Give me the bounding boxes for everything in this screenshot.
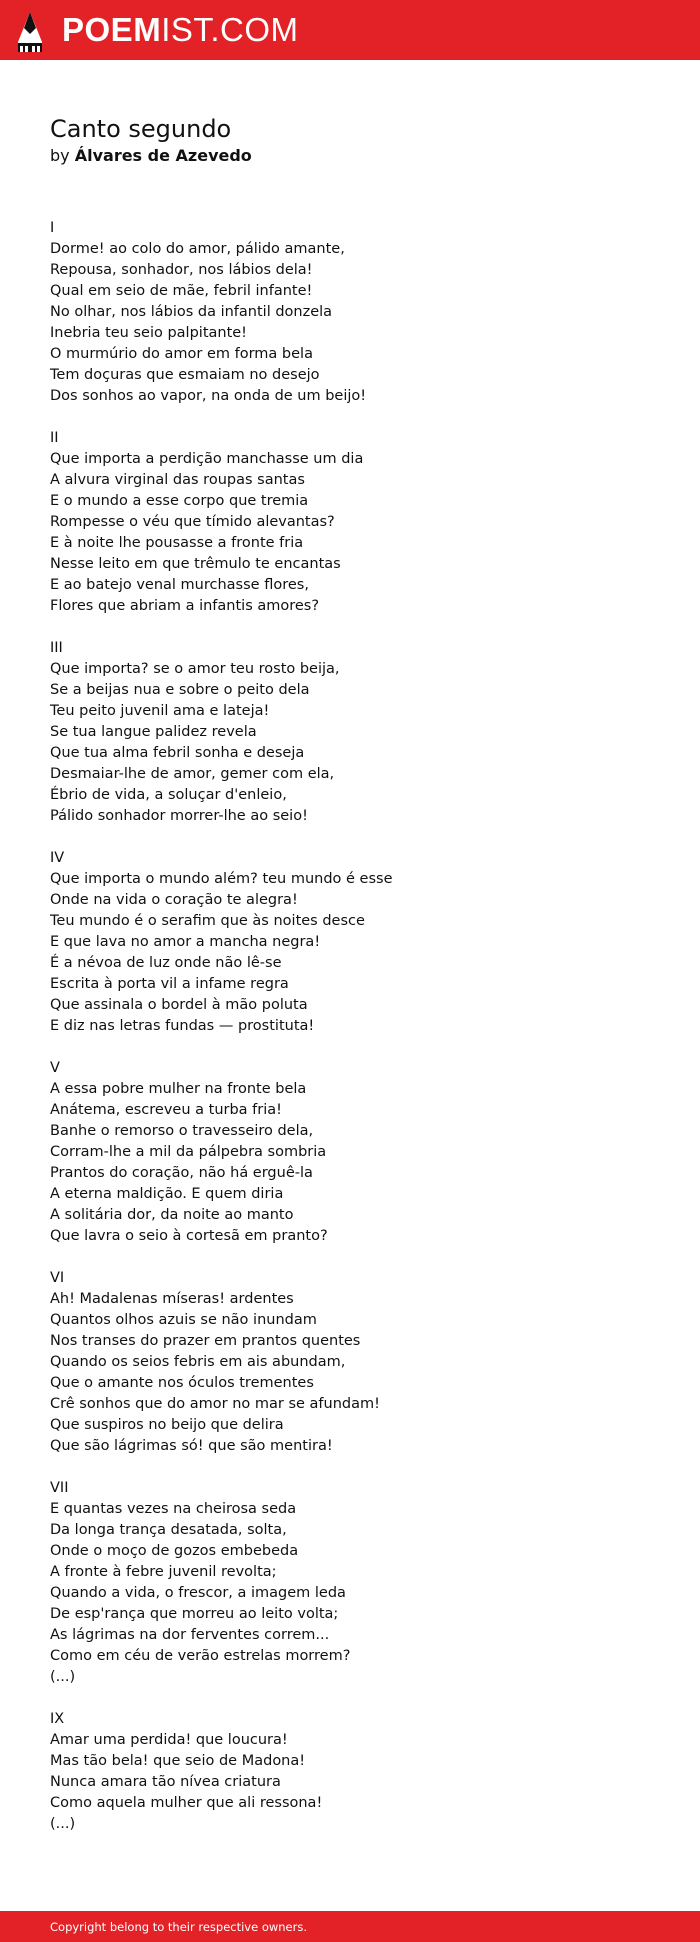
poem-line: Que tua alma febril sonha e deseja [50,745,305,761]
poem-line: Onde na vida o coração te alegra! [50,892,298,908]
site-logo[interactable] [62,11,299,49]
poem-line: A solitária dor, da noite ao manto [50,1207,294,1223]
poem-line: Como aquela mulher que ali ressona! [50,1795,323,1811]
poem-line: Como em céu de verão estrelas morrem? [50,1648,351,1664]
poem-line: As lágrimas na dor ferventes correm... [50,1627,330,1643]
poem-line: Corram-lhe a mil da pálpebra sombria [50,1144,327,1160]
stanza-v [50,1058,660,1247]
poem-line: Desmaiar-lhe de amor, gemer com ela, [50,766,335,782]
stanza-iv [50,848,660,1037]
poem-line: O murmúrio do amor em forma bela [50,346,313,362]
poem-line: E ao batejo venal murchasse flores, [50,577,309,593]
poem-line: Teu peito juvenil ama e lateja! [50,703,270,719]
stanza-heading: IX [50,1711,65,1727]
poem-line: Crê sonhos que do amor no mar se afundam! [50,1396,380,1412]
by-label: by [50,146,70,165]
poem-line: E à noite lhe pousasse a fronte fria [50,535,304,551]
poem-line: Ah! Madalenas míseras! ardentes [50,1291,294,1307]
author-name[interactable]: Álvares de Azevedo [74,146,252,165]
poem-line: Repousa, sonhador, nos lábios dela! [50,262,313,278]
stanza-heading: III [50,640,63,656]
stanza-ii [50,428,660,617]
pen-nib-icon[interactable] [18,12,42,52]
site-footer [0,1911,700,1942]
poem-line: Que assinala o bordel à mão poluta [50,997,308,1013]
logo-light-text: IST.COM [161,11,299,48]
poem-line: Se tua langue palidez revela [50,724,257,740]
stanza-heading: IV [50,850,65,866]
stanza-heading: I [50,220,55,236]
poem-line: Quando a vida, o frescor, a imagem leda [50,1585,346,1601]
poem-line: Nesse leito em que trêmulo te encantas [50,556,341,572]
author-byline [50,145,660,167]
poem-line: Rompesse o véu que tímido alevantas? [50,514,335,530]
poem-line: Nunca amara tão nívea criatura [50,1774,281,1790]
poem-line: A eterna maldição. E quem diria [50,1186,284,1202]
poem-line: Dorme! ao colo do amor, pálido amante, [50,241,345,257]
stanza-vii [50,1478,660,1688]
poem-line: A alvura virginal das roupas santas [50,472,305,488]
logo-strong-text: POEM [62,11,162,48]
stanza-heading: VI [50,1270,65,1286]
site-header [0,0,700,60]
poem-line: Escrita à porta vil a infame regra [50,976,289,992]
poem-line: É a névoa de luz onde não lê-se [50,955,282,971]
poem-line: Inebria teu seio palpitante! [50,325,247,341]
poem-line: Tem doçuras que esmaiam no desejo [50,367,320,383]
poem-line: Prantos do coração, não há erguê-la [50,1165,313,1181]
poem-line: Anátema, escreveu a turba fria! [50,1102,282,1118]
poem-line: A essa pobre mulher na fronte bela [50,1081,307,1097]
poem-line: Que são lágrimas só! que são mentira! [50,1438,333,1454]
poem-line: Quantos olhos azuis se não inundam [50,1312,317,1328]
poem-line: E que lava no amor a mancha negra! [50,934,321,950]
poem-line: Qual em seio de mãe, febril infante! [50,283,313,299]
stanza-iii [50,638,660,827]
stanza-ix [50,1709,660,1835]
poem-line: Se a beijas nua e sobre o peito dela [50,682,310,698]
poem-line: E quantas vezes na cheirosa seda [50,1501,297,1517]
poem-line: De esp'rança que morreu ao leito volta; [50,1606,339,1622]
poem-line: Onde o moço de gozos embebeda [50,1543,299,1559]
poem-body [50,218,660,1835]
poem-line: Nos transes do prazer em prantos quentes [50,1333,361,1349]
poem-line: Que importa a perdição manchasse um dia [50,451,364,467]
poem-line: Quando os seios febris em ais abundam, [50,1354,346,1370]
poem-line: No olhar, nos lábios da infantil donzela [50,304,333,320]
poem-line: Que lavra o seio à cortesã em pranto? [50,1228,328,1244]
poem-line: Pálido sonhador morrer-lhe ao seio! [50,808,308,824]
poem-line: Amar uma perdida! que loucura! [50,1732,288,1748]
stanza-heading: V [50,1060,60,1076]
ellipsis-line: (...) [50,1816,76,1832]
poem-title: Canto segundo [50,115,232,143]
stanza-i [50,218,660,407]
copyright-text: Copyright belong to their respective owners. [50,1920,308,1934]
poem-line: A fronte à febre juvenil revolta; [50,1564,277,1580]
poem-line: Ébrio de vida, a soluçar d'enleio, [50,787,287,803]
stanza-heading: VII [50,1480,69,1496]
poem-line: Teu mundo é o serafim que às noites desce [50,913,365,929]
poem-line: Banhe o remorso o travesseiro dela, [50,1123,314,1139]
poem-line: E o mundo a esse corpo que tremia [50,493,309,509]
poem-line: Da longa trança desatada, solta, [50,1522,287,1538]
poem-line: Que suspiros no beijo que delira [50,1417,284,1433]
poem-content [50,114,660,1856]
stanza-vi [50,1268,660,1457]
poem-line: Mas tão bela! que seio de Madona! [50,1753,306,1769]
poem-line: Que importa o mundo além? teu mundo é esse [50,871,393,887]
stanza-heading: II [50,430,59,446]
poem-line: Dos sonhos ao vapor, na onda de um beijo! [50,388,367,404]
poem-line: E diz nas letras fundas — prostituta! [50,1018,315,1034]
poem-line: Que importa? se o amor teu rosto beija, [50,661,340,677]
poem-line: Flores que abriam a infantis amores? [50,598,320,614]
ellipsis-line: (...) [50,1669,76,1685]
poem-line: Que o amante nos óculos trementes [50,1375,314,1391]
